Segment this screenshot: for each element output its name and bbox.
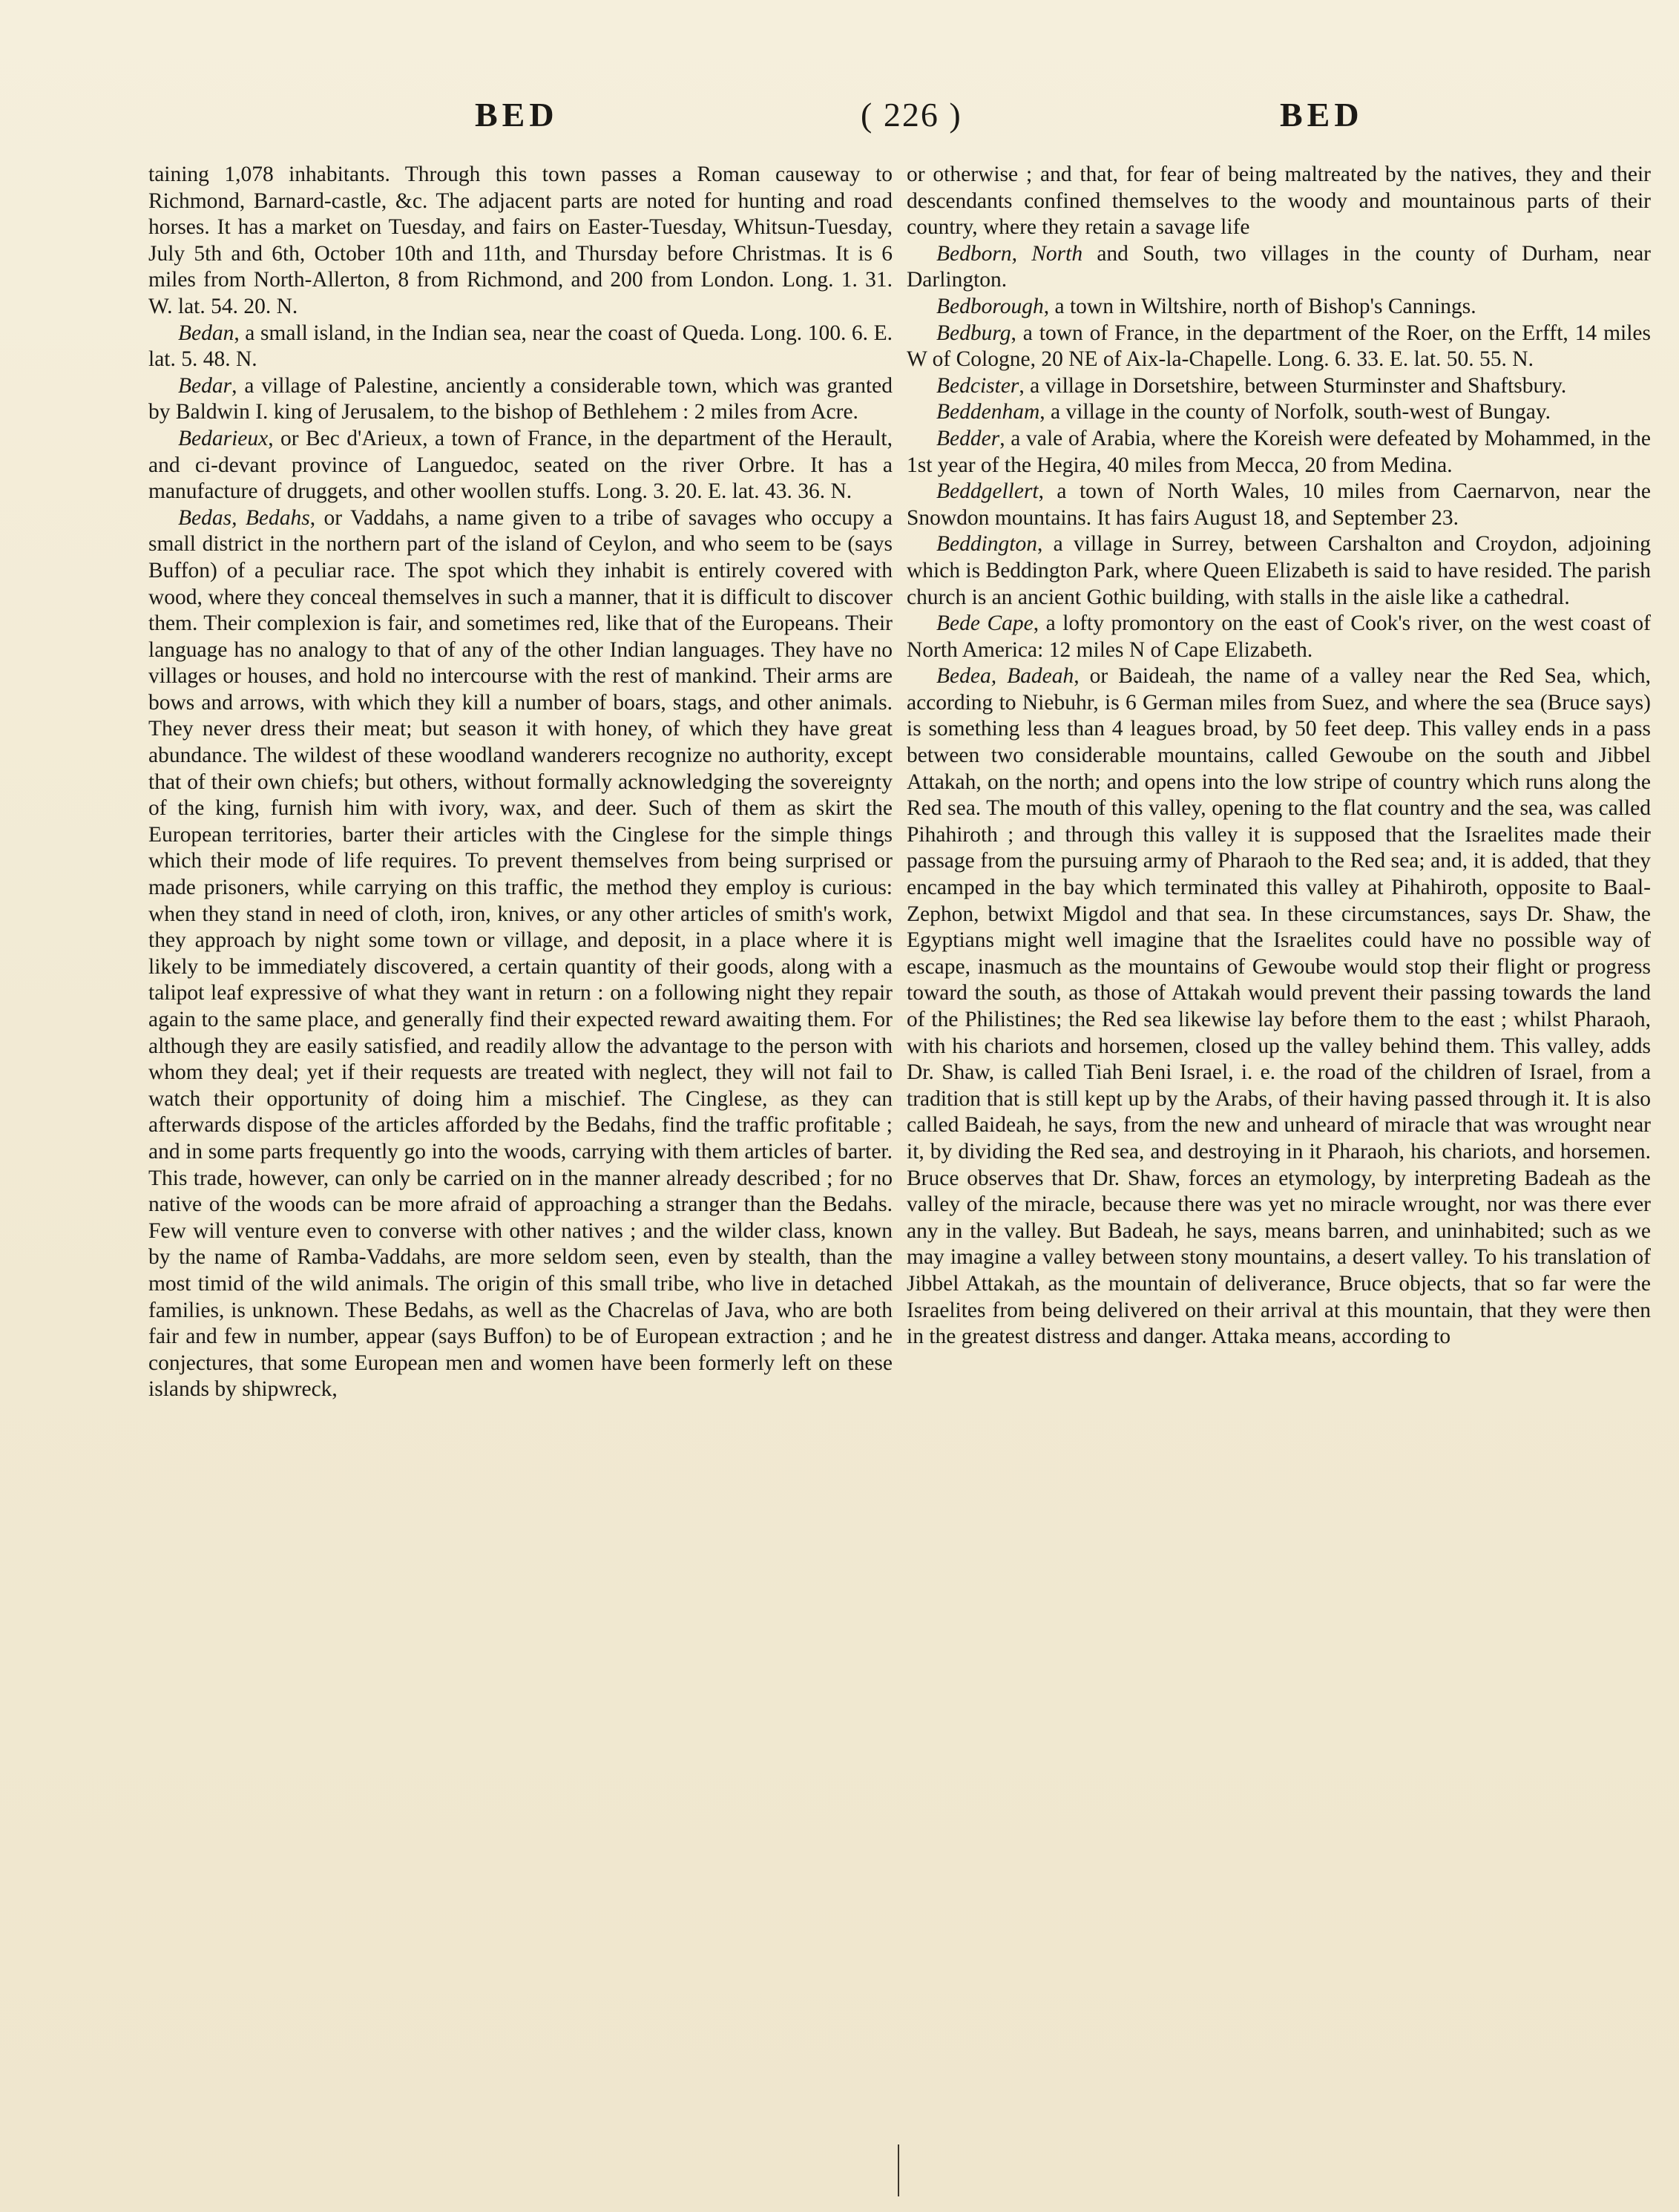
entry-text: , or Vaddahs, a name given to a tribe of savages who occupy a small district in the northern part of the island of Ceylon, and who seem to be (says Buffon) of a peculiar race. The spot which they inhabit is entirely covered with wood, where they conceal themselves in such a manner, that it is difficult to discover them. Their complexion is fair, and sometimes red, like that of the Europeans. Their language has no analogy to that of any of the other Indian languages. They have no villages or houses, and hold no intercourse with the rest of mankind. Their arms are bows and arrows, with which they kill a number of boars, stags, and other animals. They never dress their meat; but season it with honey, of which they have great abundance. The wildest of these woodland wanderers recognize no authority, except that of their own chiefs; but others, without formally acknowledging the sovereignty of the king, furnish him with ivory, wax, and deer. Such of them as skirt the European territories, barter their articles with the Cinglese for the simple things which their mode of life requires. To prevent themselves from being surprised or made prisoners, while carrying on this traffic, the method they employ is curious: when they stand in need of cloth, iron, knives, or any other articles of smith's work, they approach by night some town or village, and deposit, in a place where it is likely to be immediately discovered, a certain quantity of their goods, along with a talipot leaf expressive of what they want in return : on a following night they repair again to the same place, and generally find their expected reward awaiting them. For although they are easily satisfied, and readily allow the advantage to the person with whom they deal; yet if their requests are treated with neglect, they will not fail to watch their opportunity of doing him a mischief. The Cinglese, as they can afterwards dispose of the articles afforded by the Bedahs, find the traffic profitable ; and in some parts frequently go into the woods, carrying with them articles of barter. This trade, however, can only be carried on in the manner already described ; for no native of the woods can be more afraid of approaching a stranger than the Bedahs. Few will venture even to converse with other natives ; and the wilder class, known by the name of Ramba-Vaddahs, are more seldom seen, even by stealth, than the most timid of the wild animals. The origin of this small tribe, who live in detached families, is unknown. These Bedahs, as well as the Chacrelas of Java, who are both fair and few in number, appear (says Buffon) to be of European extraction ; and he conjectures, that some European men and women have been formerly left on these islands by shipwreck,: [148, 505, 893, 1402]
header-left-word: BED: [475, 96, 559, 134]
entry-text: , a lofty promontory on the east of Cook's river, on the west coast of North America: 12 miles N of Cape Elizabeth.: [907, 611, 1651, 662]
left-column: [148, 162, 893, 2195]
right-column: [907, 162, 1651, 2195]
entry-paragraph: [907, 611, 1651, 663]
page-number: ( 226 ): [861, 96, 962, 134]
entry-text: , a village in the county of Norfolk, south-west of Bungay.: [1039, 400, 1551, 424]
entry-paragraph: [148, 321, 893, 373]
entry-paragraph: [907, 426, 1651, 479]
running-header: [0, 95, 1679, 147]
entry-text: , a town of North Wales, 10 miles from Caernarvon, near the Snowdon mountains. It has fairs August 18, and September 23.: [907, 479, 1651, 530]
entry-paragraph: [907, 373, 1651, 400]
entry-paragraph: [148, 162, 893, 321]
entry-paragraph: [907, 321, 1651, 373]
entry-paragraph: [907, 531, 1651, 611]
entry-headword: Beddington: [936, 532, 1038, 557]
entry-paragraph: [907, 162, 1651, 241]
entry-headword: Bede Cape: [936, 611, 1034, 636]
entry-text: taining 1,078 inhabitants. Through this town passes a Roman causeway to Richmond, Barnard-castle, &c. The adjacent parts are noted for hunting and road horses. It has a market on Tuesday, and fairs on Easter-Tuesday, Whitsun-Tuesday, July 5th and 6th, October 10th and 11th, and Thursday before Christmas. It is 6 miles from North-Allerton, 8 from Richmond, and 200 from London. Long. 1. 31. W. lat. 54. 20. N.: [148, 163, 893, 318]
entry-text: , a small island, in the Indian sea, near the coast of Queda. Long. 100. 6. E. lat. 5. 48. N.: [148, 321, 893, 372]
entry-text: , a village of Palestine, anciently a considerable town, which was granted by Baldwin I. king of Jerusalem, to the bishop of Bethlehem : 2 miles from Acre.: [148, 373, 893, 424]
entry-text: and South, two villages in the county of Durham, near Darlington.: [907, 241, 1651, 292]
entry-paragraph: [148, 426, 893, 505]
entry-paragraph: [907, 241, 1651, 294]
entry-text: or otherwise ; and that, for fear of being maltreated by the natives, they and their descendants confined themselves to the woody and mountainous parts of their country, where they retain a savage life: [907, 163, 1651, 240]
entry-text: , or Baideah, the name of a valley near the Red Sea, which, according to Niebuhr, is 6 German miles from Suez, and where the sea (Bruce says) is something less than 4 leagues broad, by 50 feet deep. This valley ends in a pass between two considerable mountains, called Gewoube on the south and Jibbel Attakah, on the north; and opens into the low stripe of country which runs along the Red sea. The mouth of this valley, opening to the flat country and the sea, was called Pihahiroth ; and through this valley it is supposed that the Israelites made their passage from the pursuing army of Pharaoh to the Red sea; and, it is added, that they encamped in the bay which terminated this valley at Pihahiroth, opposite to Baal-Zephon, betwixt Migdol and that sea. In these circumstances, says Dr. Shaw, the Egyptians might well imagine that the Israelites could have no possible way of escape, inasmuch as the mountains of Gewoube would stop their flight or progress toward the south, as those of Attakah would prevent their passing towards the land of the Philistines; the Red sea likewise lay before them to the east ; whilst Pharaoh, with his chariots and horsemen, closed up the valley behind them. This valley, adds Dr. Shaw, is called Tiah Beni Israel, i. e. the road of the children of Israel, from a tradition that is still kept up by the Arabs, of their having passed through it. It is also called Baideah, he says, from the new and unheard of miracle that was wrought near it, by dividing the Red sea, and destroying in it Pharaoh, his chariots, and horsemen. Bruce observes that Dr. Shaw, forces an etymology, by interpreting Badeah as the valley of the miracle, because there was yet no miracle wrought, nor was there ever any in the valley. But Badeah, he says, means barren, and uninhabited; such as we may imagine a valley between stony mountains, a desert valley. To his translation of Jibbel Attakah, as the mountain of deliverance, Bruce objects, that so far were the Israelites from being delivered on their arrival at this mountain, that they were then in the greatest distress and danger. Attaka means, according to: [907, 664, 1651, 1349]
header-right-word: BED: [1280, 96, 1364, 134]
entry-text: , a village in Surrey, between Carshalton and Croydon, adjoining which is Beddington Park, where Queen Elizabeth is said to have resided. The parish church is an ancient Gothic building, with stalls in the aisle like a cathedral.: [907, 532, 1651, 609]
entry-headword: Bedan: [178, 321, 234, 345]
entry-headword: Bedcister: [936, 373, 1019, 398]
entry-paragraph: [148, 505, 893, 1403]
entry-paragraph: [907, 663, 1651, 1350]
entry-headword: Bedborough: [936, 294, 1044, 318]
entry-headword: Beddgellert: [936, 479, 1039, 504]
entry-text: , a village in Dorsetshire, between Sturminster and Shaftsbury.: [1019, 373, 1567, 398]
entry-headword: Bedburg: [936, 321, 1011, 345]
entry-headword: Bedea, Badeah: [936, 664, 1074, 689]
entry-headword: Bedborn, North: [936, 241, 1083, 266]
entry-paragraph: [907, 294, 1651, 321]
column-divider: [898, 2144, 899, 2196]
entry-text: , or Bec d'Arieux, a town of France, in the department of the Herault, and ci-devant province of Languedoc, seated on the river Orbre. It has a manufacture of druggets, and other woollen stuffs. Long. 3. 20. E. lat. 43. 36. N.: [148, 426, 893, 504]
entry-headword: Bedarieux: [178, 426, 269, 450]
entry-headword: Bedas, Bedahs: [178, 505, 310, 530]
entry-paragraph: [907, 479, 1651, 531]
entry-paragraph: [907, 399, 1651, 426]
entry-headword: Bedar: [178, 373, 232, 398]
entry-text: , a town of France, in the department of the Roer, on the Erfft, 14 miles W of Cologne, 20 NE of Aix-la-Chapelle. Long. 6. 33. E. lat. 50. 55. N.: [907, 321, 1651, 372]
entry-paragraph: [148, 373, 893, 426]
entry-text: , a vale of Arabia, where the Koreish were defeated by Mohammed, in the 1st year of the Hegira, 40 miles from Mecca, 20 from Medina.: [907, 426, 1651, 477]
entry-headword: Bedder: [936, 426, 1000, 450]
entry-text: , a town in Wiltshire, north of Bishop's Cannings.: [1043, 294, 1476, 318]
entry-headword: Beddenham: [936, 400, 1040, 424]
